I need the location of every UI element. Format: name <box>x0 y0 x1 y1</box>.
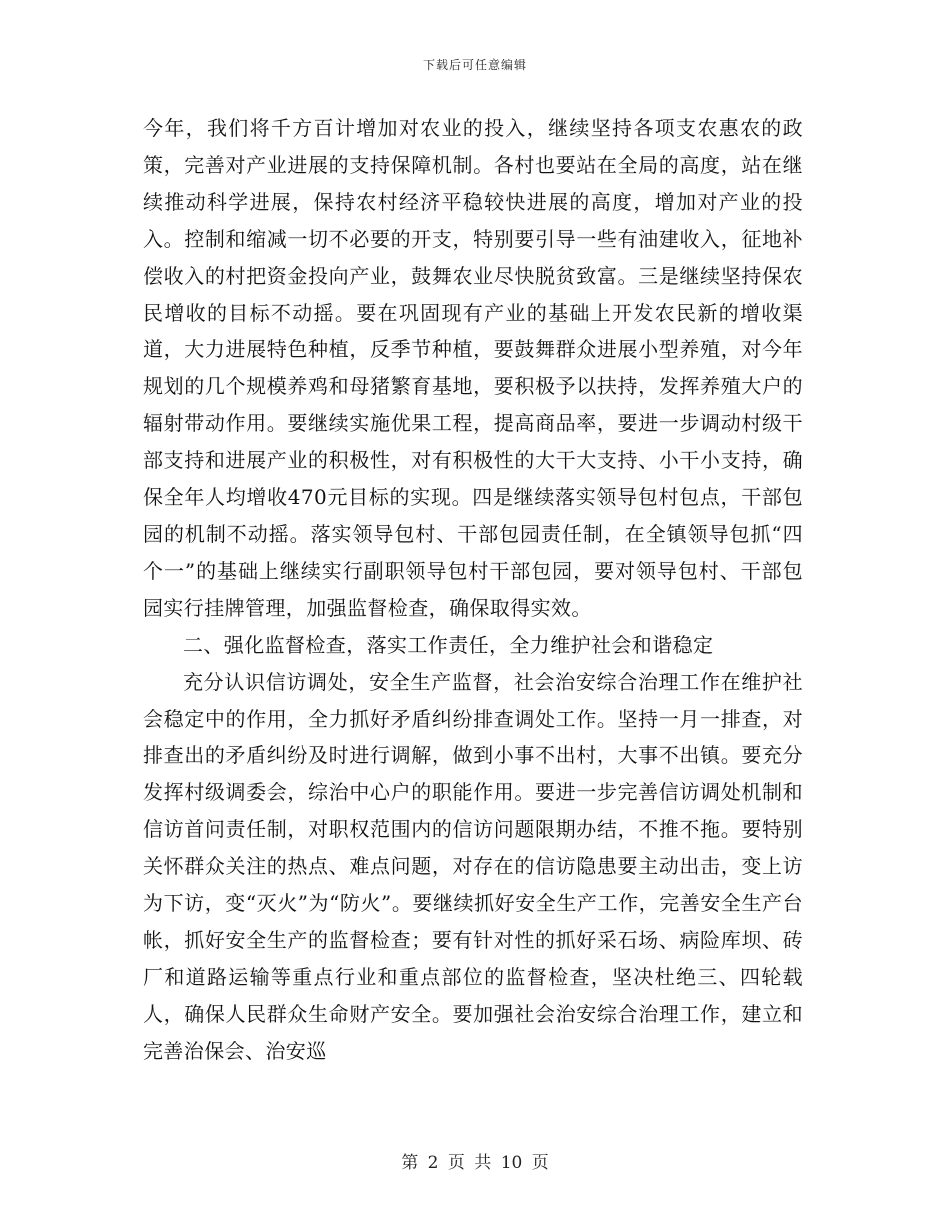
page-header: 下载后可任意编辑 <box>422 58 527 72</box>
paragraph-agriculture: 今年，我们将千方百计增加对农业的投入，继续坚持各项支农惠农的政策，完善对产业进展的支持保障机制。各村也要站在全局的高度，站在继续推动科学进展，保持农村经济平稳较快进展的高度，增加对产业的投入。控制和缩减一切不必要的开支，特别要引导一些有油建收入，征地补偿收入的村把资金投向产业，鼓舞农业尽快脱贫致富。三是继续坚持保农民增收的目标不动摇。要在巩固现有产业的基础上开发农民新的增收渠道，大力进展特色种植，反季节种植，要鼓舞群众进展小型养殖，对今年规划的几个规模养鸡和母猪繁育基地，要积极予以扶持，发挥养殖大户的辐射带动作用。要继续实施优果工程，提高商品率，要进一步调动村级干部支持和进展产业的积极性，对有积极性的大干大支持、小干小支持，确保全年人均增收470元目标的实现。四是继续落实领导包村包点，干部包园的机制不动摇。落实领导包村、干部包园责任制，在全镇领导包抓“四个一”的基础上继续实行副职领导包村干部包园，要对领导包村、干部包园实行挂牌管理，加强监督检查，确保取得实效。 <box>143 116 803 620</box>
page-number-footer: 第 2 页 共 10 页 <box>401 1153 549 1173</box>
paragraph-petition-safety: 充分认识信访调处，安全生产监督，社会治安综合治理工作在维护社会稳定中的作用，全力抓好矛盾纠纷排查调处工作。坚持一月一排查，对排查出的矛盾纠纷及时进行调解，做到小事不出村，大事不出镇。要充分发挥村级调委会，综治中心户的职能作用。要进一步完善信访调处机制和信访首问责任制，对职权范围内的信访问题限期办结，不推不拖。要特别关怀群众关注的热点、难点问题，对存在的信访隐患要主动出击，变上访为下访，变“灭火”为“防火”。要继续抓好安全生产工作，完善安全生产台帐，抓好安全生产的监督检查；要有针对性的抓好采石场、病险库坝、砖厂和道路运输等重点行业和重点部位的监督检查，坚决杜绝三、四轮载人，确保人民群众生命财产安全。要加强社会治安综合治理工作，建立和完善治保会、治安巡 <box>143 669 803 1063</box>
document-body <box>143 110 803 1070</box>
section-heading-stability: 二、强化监督检查，落实工作责任，全力维护社会和谐稳定 <box>183 632 714 657</box>
